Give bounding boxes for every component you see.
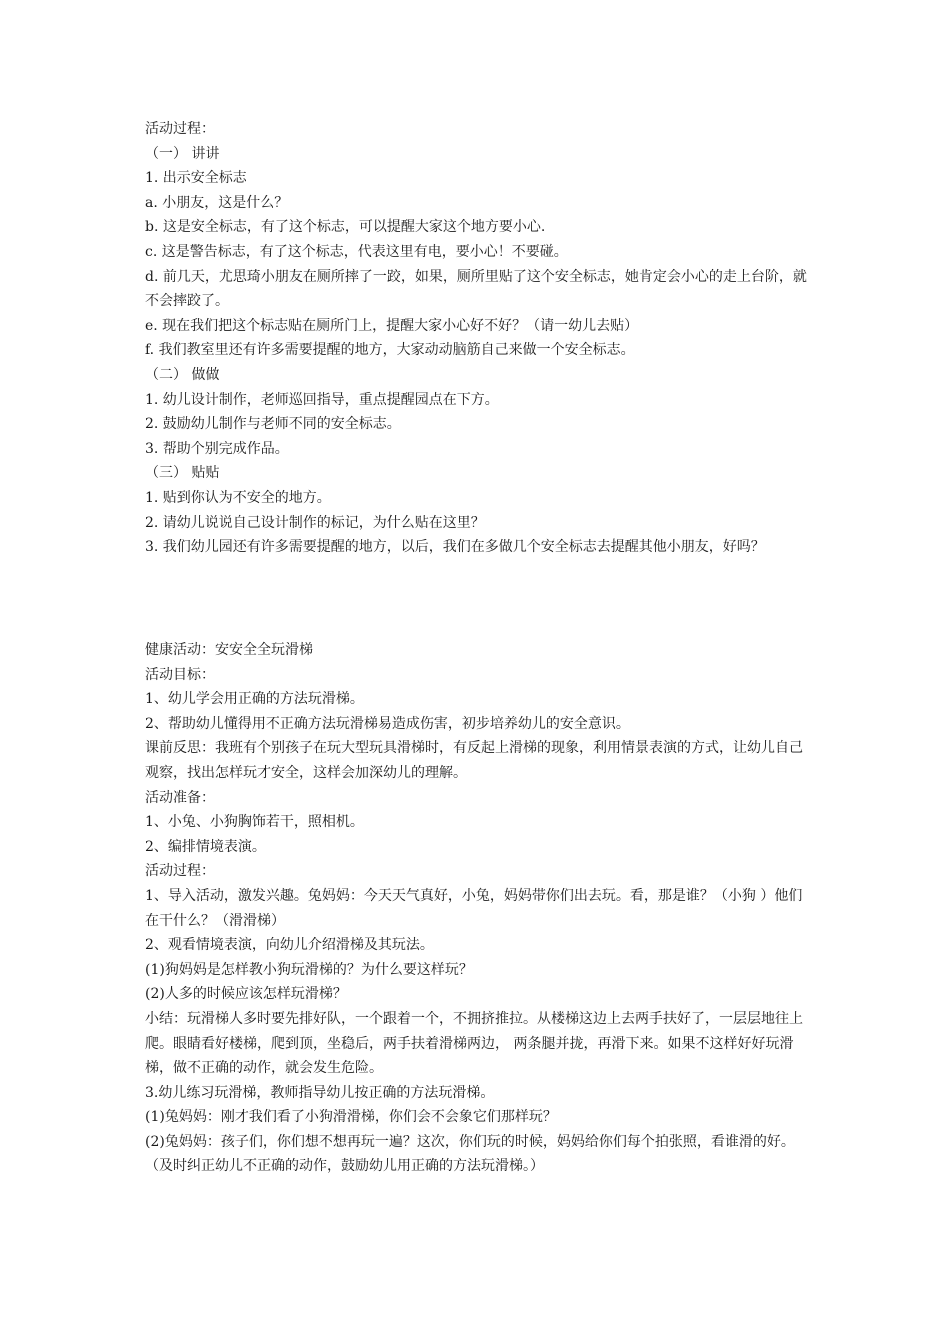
subsection-heading: （二） 做做 [145, 366, 220, 383]
list-item: d. 前几天，尤思琦小朋友在厕所摔了一跤，如果，厕所里贴了这个安全标志，她肯定会小心的走上台阶，就不会摔跤了。 [145, 268, 807, 310]
section-activity-process [145, 117, 815, 560]
list-item: c. 这是警告标志，有了这个标志，代表这里有电，要小心！不要碰。 [145, 243, 568, 260]
list-item: 3.幼儿练习玩滑梯，教师指导幼儿按正确的方法玩滑梯。 [145, 1084, 495, 1101]
list-item: 1. 出示安全标志 [145, 170, 247, 187]
section-heading: 活动过程： [145, 863, 215, 880]
list-item: 1. 贴到你认为不安全的地方。 [145, 489, 331, 506]
paragraph: 小结：玩滑梯人多时要先排好队，一个跟着一个，不拥挤推拉。从楼梯这边上去两手扶好了，一层层地往上爬。眼睛看好楼梯，爬到顶，坐稳后，两手扶着滑梯两边， 两条腿并拢，再滑下来。如果不这样好好玩滑梯，做不正确的动作，就会发生危险。 [145, 1010, 803, 1077]
list-item: 3. 我们幼儿园还有许多需要提醒的地方，以后，我们在多做几个安全标志去提醒其他小朋友，好吗？ [145, 539, 765, 556]
section-health-activity [145, 638, 815, 1179]
list-item: 3. 帮助个别完成作品。 [145, 440, 289, 457]
list-item: 1、小兔、小狗胸饰若干，照相机。 [145, 814, 364, 831]
section-heading: 活动准备： [145, 789, 215, 806]
list-item: 1、幼儿学会用正确的方法玩滑梯。 [145, 691, 364, 708]
list-item: b. 这是安全标志，有了这个标志，可以提醒大家这个地方要小心. [145, 219, 546, 236]
list-item: 1. 幼儿设计制作，老师巡回指导，重点提醒园点在下方。 [145, 391, 499, 408]
section-heading: 活动过程： [145, 121, 215, 137]
list-item: 1、导入活动，激发兴趣。兔妈妈：今天天气真好，小兔，妈妈带你们出去玩。看，那是谁？（小狗 ）他们在干什么？（滑滑梯） [145, 887, 803, 929]
list-item: (1)狗妈妈是怎样教小狗玩滑梯的？为什么要这样玩？ [145, 961, 473, 978]
subsection-heading: （三） 贴贴 [145, 465, 220, 482]
list-item: 2、编排情境表演。 [145, 838, 266, 855]
list-item: 2. 请幼儿说说自己设计制作的标记，为什么贴在这里？ [145, 514, 485, 531]
list-item: (1)兔妈妈：刚才我们看了小狗滑滑梯，你们会不会象它们那样玩？ [145, 1109, 557, 1126]
list-item: 2、帮助幼儿懂得用不正确方法玩滑梯易造成伤害，初步培养幼儿的安全意识。 [145, 715, 630, 732]
list-item: 2、观看情境表演，向幼儿介绍滑梯及其玩法。 [145, 937, 434, 954]
subsection-heading: （一） 讲讲 [145, 145, 220, 162]
paragraph: 课前反思：我班有个别孩子在玩大型玩具滑梯时，有反起上滑梯的现象，利用情景表演的方式，让幼儿自己观察，找出怎样玩才安全，这样会加深幼儿的理解。 [145, 740, 803, 781]
list-item: (2)人多的时候应该怎样玩滑梯？ [145, 986, 347, 1003]
list-item: a. 小朋友，这是什么？ [145, 194, 289, 211]
list-item: (2)兔妈妈：孩子们，你们想不想再玩一遍？这次，你们玩的时候，妈妈给你们每个拍张照，看谁滑的好。（及时纠正幼儿不正确的动作，鼓励幼儿用正确的方法玩滑梯。） [145, 1133, 795, 1175]
list-item: f. 我们教室里还有许多需要提醒的地方，大家动动脑筋自己来做一个安全标志。 [145, 342, 635, 359]
list-item: e. 现在我们把这个标志贴在厕所门上，提醒大家小心好不好？（请一幼儿去贴） [145, 317, 639, 334]
list-item: 2. 鼓励幼儿制作与老师不同的安全标志。 [145, 416, 401, 433]
section-heading: 活动目标： [145, 666, 215, 683]
document-title: 健康活动：安安全全玩滑梯 [145, 642, 313, 658]
